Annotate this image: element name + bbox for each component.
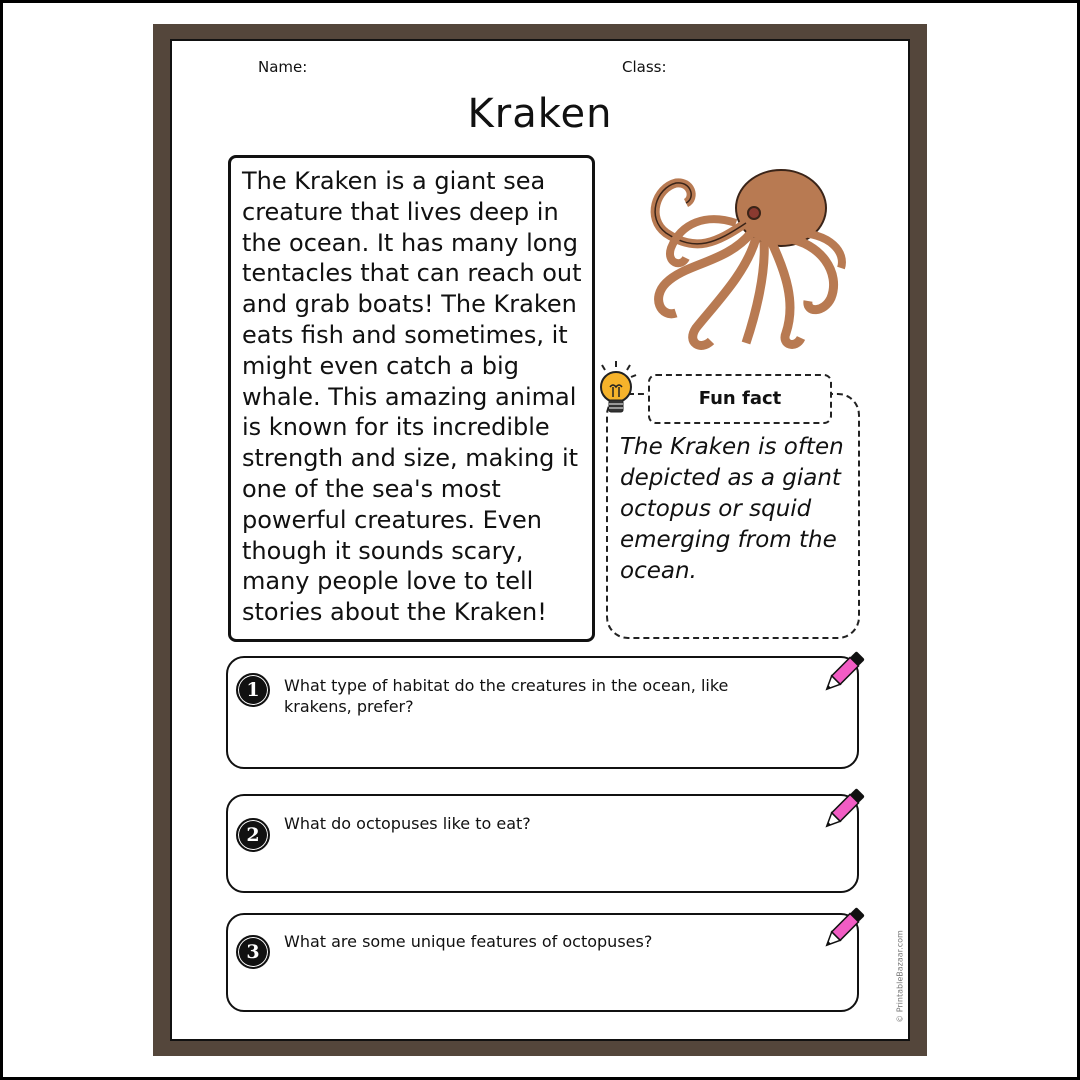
page-title: Kraken (467, 91, 613, 137)
question-box-3[interactable] (226, 913, 859, 1012)
class-label: Class: (622, 58, 667, 76)
question-number-badge: 3 (236, 935, 270, 969)
pencil-icon (818, 904, 868, 954)
question-text: What are some unique features of octopuses? (284, 932, 653, 951)
pencil-icon (818, 648, 868, 698)
question-text: What type of habitat do the creatures in the ocean, like krakens, prefer? (284, 676, 729, 716)
question-number-badge: 2 (236, 818, 270, 852)
fun-fact-text: The Kraken is often depicted as a giant octopus or squid emerging from the ocean. (620, 434, 844, 584)
lightbulb-icon (592, 359, 642, 421)
octopus-illustration (636, 163, 850, 353)
question-box-1[interactable] (226, 656, 859, 769)
fun-fact-heading: Fun fact (648, 374, 832, 424)
name-label: Name: (258, 58, 308, 76)
question-number-badge: 1 (236, 673, 270, 707)
copyright-notice (888, 930, 908, 1030)
question-text: What do octopuses like to eat? (284, 814, 531, 833)
question-box-2[interactable] (226, 794, 859, 893)
pencil-icon (818, 785, 868, 835)
reading-passage: The Kraken is a giant sea creature that lives deep in the ocean. It has many long tentacles that can reach out and grab boats! The Kraken eats fish and sometimes, it might even catch a big whale. This amazing animal is known for its incredible strength and size, making it one of the sea's most powerful creatures. Even though it sounds scary, many people love to tell stories about the Kraken! (228, 155, 595, 642)
copyright-text: © PrintableBazaar.com (895, 930, 905, 1023)
